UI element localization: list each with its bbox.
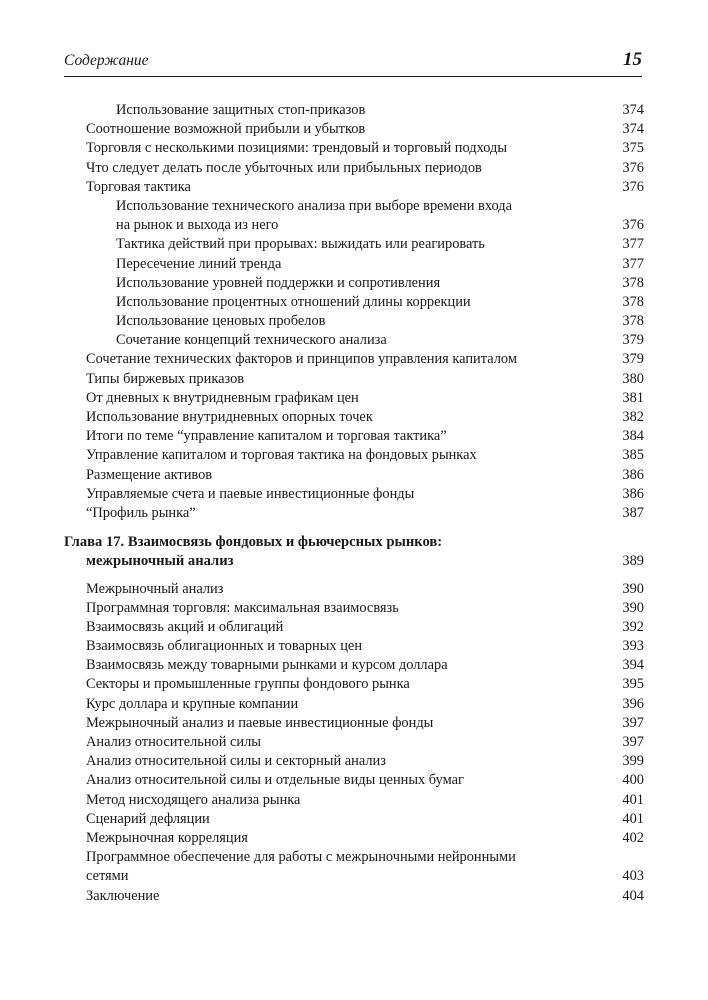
toc-entry-page: 378 [622,274,644,291]
toc-entry-page: 402 [622,829,644,846]
toc-entry-page: 386 [622,485,644,502]
toc-entry [0,637,708,656]
toc-entry-title: Управляемые счета и паевые инвестиционные фонды [86,485,415,502]
toc-entry-page: 374 [622,121,644,138]
toc-entry-title: Взаимосвязь между товарными рынками и курсом доллара [86,657,448,674]
toc-entry-title: Использование процентных отношений длины коррекции [116,293,471,310]
toc-entry-title: Размещение активов [86,466,213,483]
toc-entry-wrapped [0,848,708,886]
toc-entry-page: 394 [622,657,644,674]
toc-entry [0,810,708,829]
toc-entry-page: 392 [622,618,644,635]
toc-entry [0,427,708,446]
toc-entry-title: Что следует делать после убыточных или прибыльных периодов [86,159,482,176]
toc-entry [0,350,708,369]
toc-entry [0,389,708,408]
toc-group-1 [0,101,708,197]
toc-entry [0,733,708,752]
toc-entry-title: Типы биржевых приказов [86,370,245,387]
toc-entry [0,446,708,465]
toc-entry [0,312,708,331]
toc-entry-title: Пересечение линий тренда [116,255,282,272]
toc-entry-page: 376 [622,217,644,234]
toc-entry-title: Сценарий дефляции [86,810,210,827]
toc-entry-page: 374 [622,102,644,118]
toc-entry-page: 393 [622,638,644,655]
toc-entry-title: Использование ценовых пробелов [116,313,326,330]
toc-entry-page: 390 [622,580,644,597]
toc-entry-page: 376 [622,178,644,195]
toc-entry-page: 403 [622,868,644,885]
toc-entry-title: Курс доллара и крупные компании [86,695,299,712]
toc-entry [0,504,708,523]
toc-entry-page: 380 [622,370,644,387]
toc-entry-title: “Профиль рынка” [86,504,196,521]
toc-entry [0,752,708,771]
toc-entry-title: Торговая тактика [86,178,191,195]
toc-entry-title: Секторы и промышленные группы фондового рынка [86,676,410,693]
toc-entry-title: Анализ относительной силы и секторный анализ [86,753,386,770]
toc-entry-title-line1: Использование технического анализа при выборе времени входа [116,197,512,214]
toc-entry-title-line2: на рынок и выхода из него [116,217,279,234]
toc-entry-title: Межрыночный анализ [86,580,224,597]
toc-entry [0,274,708,293]
toc-entry [0,370,708,389]
toc-group-4 [0,887,708,906]
toc-entry-page: 382 [622,409,644,426]
toc-entry-title: Анализ относительной силы и отдельные виды ценных бумаг [86,772,464,789]
toc-entry-page: 397 [622,714,644,731]
toc-entry-title: Взаимосвязь облигационных и товарных цен [86,638,363,655]
toc-entry-page: 397 [622,734,644,751]
toc-entry [0,580,708,599]
toc-entry [0,408,708,427]
toc-entry-page: 377 [622,236,644,253]
toc-entry-page: 381 [622,389,644,406]
toc-entry-title: От дневных к внутридневным графикам цен [86,389,359,406]
toc-entry [0,695,708,714]
toc-entry [0,485,708,504]
toc-entry [0,178,708,197]
toc-entry-title: Программная торговля: максимальная взаимосвязь [86,599,399,616]
toc-entry [0,139,708,158]
toc-entry-title: Использование уровней поддержки и сопротивления [116,274,441,291]
toc-entry-title: Соотношение возможной прибыли и убытков [86,121,366,138]
toc-entry-page: 385 [622,447,644,464]
toc-entry-page: 395 [622,676,644,693]
toc-entry-page: 379 [622,351,644,368]
toc-entry-page: 399 [622,753,644,770]
header-rule [64,76,642,77]
toc-entry-title: Использование защитных стоп-приказов [116,102,366,118]
toc-entry-page: 378 [622,313,644,330]
toc-entry-page: 401 [622,791,644,808]
toc-entry-title: Сочетание концепций технического анализа [116,332,387,349]
toc-entry-page: 378 [622,293,644,310]
toc-entry [0,466,708,485]
toc-entry-page: 384 [622,428,644,445]
toc-entry [0,791,708,810]
toc-entry-title-line2: сетями [86,868,129,885]
toc-entry-title: Заключение [86,887,160,904]
toc-entry-page: 386 [622,466,644,483]
toc-entry [0,120,708,139]
page-number: 15 [623,49,642,70]
toc-entry-title: Взаимосвязь акций и облигаций [86,618,284,635]
toc-entry-title: Межрыночная корреляция [86,829,248,846]
toc-entry-wrapped [0,197,708,235]
toc-entry-page: 400 [622,772,644,789]
toc-entry-title: Управление капиталом и торговая тактика на фондовых рынках [86,447,477,464]
toc-entry-title: Торговля с несколькими позициями: трендовый и торговый подходы [86,140,508,157]
chapter-page: 389 [622,553,644,570]
table-of-contents [0,101,708,906]
toc-entry [0,235,708,254]
toc-entry [0,599,708,618]
toc-entry [0,675,708,694]
toc-entry [0,331,708,350]
toc-entry [0,771,708,790]
toc-entry [0,101,708,120]
toc-entry [0,656,708,675]
toc-entry-page: 379 [622,332,644,349]
chapter-title-line1: Глава 17. Взаимосвязь фондовых и фьючерсных рынков: [64,534,443,551]
toc-entry [0,887,708,906]
chapter-title-line2: межрыночный анализ [86,553,234,570]
toc-entry-title: Сочетание технических факторов и принципов управления капиталом [86,351,517,368]
toc-entry-page: 390 [622,599,644,616]
toc-entry-title: Межрыночный анализ и паевые инвестиционные фонды [86,714,434,731]
toc-entry [0,293,708,312]
toc-entry [0,159,708,178]
toc-group-2 [0,235,708,523]
toc-entry-page: 376 [622,159,644,176]
chapter-heading [0,533,708,571]
toc-entry [0,618,708,637]
toc-entry-page: 401 [622,810,644,827]
toc-entry-title: Тактика действий при прорывах: выжидать или реагировать [116,236,485,253]
running-header-title: Содержание [64,52,149,69]
toc-entry [0,829,708,848]
toc-entry [0,714,708,733]
toc-entry-page: 387 [622,504,644,521]
toc-entry-title: Анализ относительной силы [86,734,261,751]
toc-entry-title-line1: Программное обеспечение для работы с межрыночными нейронными [86,849,516,866]
toc-entry-page: 404 [622,887,644,904]
toc-entry-title: Метод нисходящего анализа рынка [86,791,301,808]
toc-entry-page: 375 [622,140,644,157]
toc-entry-title: Использование внутридневных опорных точек [86,409,373,426]
toc-group-3 [0,580,708,849]
running-header [64,49,642,73]
toc-entry-title: Итоги по теме “управление капиталом и торговая тактика” [86,428,447,445]
toc-entry-page: 377 [622,255,644,272]
toc-entry [0,255,708,274]
toc-entry-page: 396 [622,695,644,712]
